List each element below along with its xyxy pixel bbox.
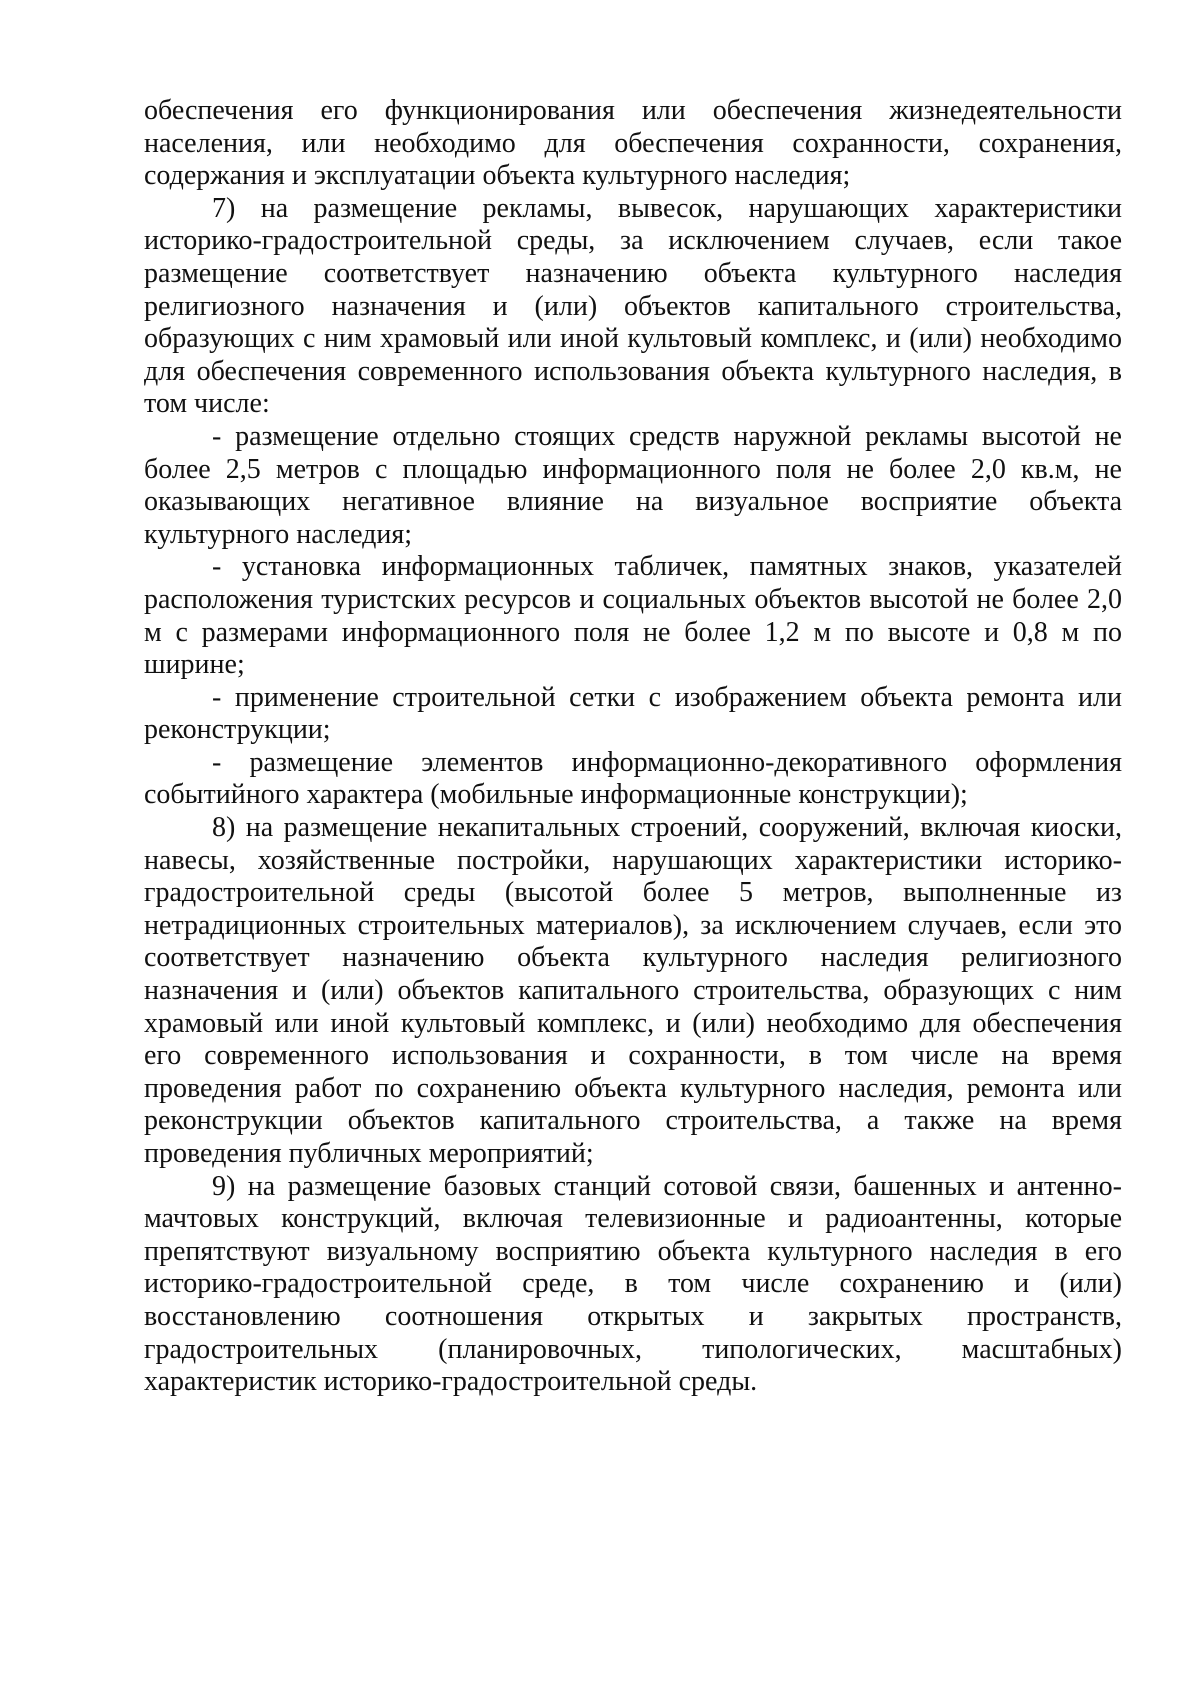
paragraph-continuation: обеспечения его функционирования или обеспечения жизнедеятельности населения, или необходимо для обеспечения сохранности, сохранения, содержания и эксплуатации объекта культурного наследия;	[144, 95, 1122, 192]
paragraph-item-9: 9) на размещение базовых станций сотовой связи, башенных и антенно-мачтовых конструкций, включая телевизионные и радиоантенны, которые препятствуют визуальному восприятию объекта культурного наследия в его историко-градостроительной среде, в том числе сохранению и (или) восстановлению соотношения открытых и закрытых пространств, градостроительных (планировочных, типологических, масштабных) характеристик историко-градостроительной среды.	[144, 1170, 1122, 1398]
paragraph-item-7: 7) на размещение рекламы, вывесок, нарушающих характеристики историко-градостроительной среды, за исключением случаев, если такое размещение соответствует назначению объекта культурного наследия религиозного назначения и (или) объектов капитального строительства, образующих с ним храмовый или иной культовый комплекс, и (или) необходимо для обеспечения современного использования объекта культурного наследия, в том числе:	[144, 192, 1122, 420]
paragraph-bullet-information-plates: - установка информационных табличек, памятных знаков, указателей расположения туристских ресурсов и социальных объектов высотой не более 2,0 м с размерами информационного поля не более 1,2 м по высоте и 0,8 м по ширине;	[144, 551, 1122, 681]
paragraph-bullet-outdoor-advertising: - размещение отдельно стоящих средств наружной рекламы высотой не более 2,5 метров с площадью информационного поля не более 2,0 кв.м, не оказывающих негативное влияние на визуальное восприятие объекта культурного наследия;	[144, 420, 1122, 550]
paragraph-bullet-construction-mesh: - применение строительной сетки с изображением объекта ремонта или реконструкции;	[144, 681, 1122, 746]
document-page	[144, 95, 1122, 1399]
paragraph-item-8: 8) на размещение некапитальных строений, сооружений, включая киоски, навесы, хозяйственные постройки, нарушающих характеристики историко-градостроительной среды (высотой более 5 метров, выполненные из нетрадиционных строительных материалов), за исключением случаев, если это соответствует назначению объекта культурного наследия религиозного назначения и (или) объектов капитального строительства, образующих с ним храмовый или иной культовый комплекс, и (или) необходимо для обеспечения его современного использования и сохранности, в том числе на время проведения работ по сохранению объекта культурного наследия, ремонта или реконструкции объектов капитального строительства, а также на время проведения публичных мероприятий;	[144, 812, 1122, 1169]
paragraph-bullet-decorative-elements: - размещение элементов информационно-декоративного оформления событийного характера (мобильные информационные конструкции);	[144, 746, 1122, 811]
